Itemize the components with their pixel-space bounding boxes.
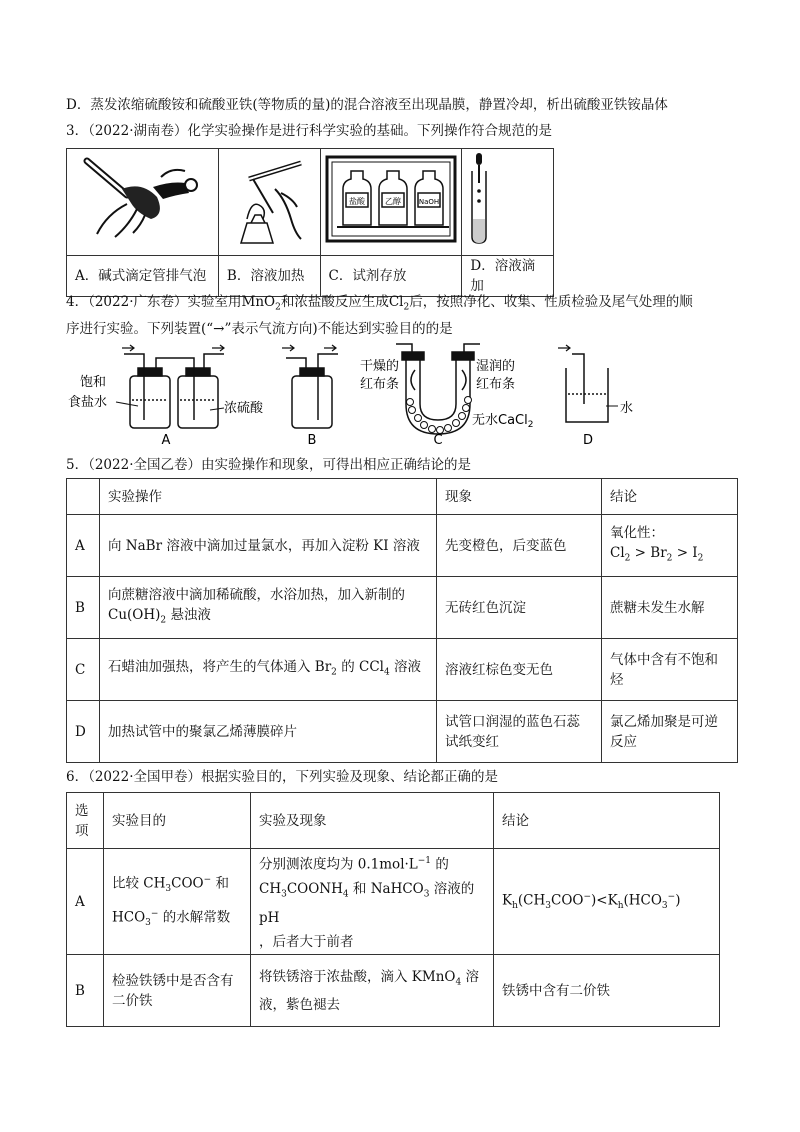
q5-row-a-id: A xyxy=(67,515,100,577)
q5-row-a-co: 氧化性： $Cl_2 > Br_2 > I_2$ xyxy=(602,515,738,577)
dropper-diagram xyxy=(462,149,552,249)
caption-c: C xyxy=(433,433,443,448)
q6-header-exp: 实验及现象 xyxy=(251,793,494,849)
q3-image-a xyxy=(67,149,219,256)
bottle-label-ethanol: 乙醇 xyxy=(384,197,401,206)
q5-header-ph: 现象 xyxy=(437,479,602,515)
label-saturated: 饱和 xyxy=(80,375,107,390)
mno2-formula: MnO$_2$ xyxy=(241,294,281,313)
q6-row-b-exp: 将铁锈溶于浓盐酸，滴入 KMnO$_4$ 溶 液，紫色褪去 xyxy=(251,955,494,1027)
q6-row-a-exp: 分别测浓度均为 $0.1mol\cdot L^{-1}$ 的 $CH_3COONH_4$ 和 NaHCO$_3$ 溶液的 pH ，后者大于前者 xyxy=(251,849,494,955)
q5-row-a-ph: 先变橙色，后变蓝色 xyxy=(437,515,602,577)
label-salt-water: 食盐水 xyxy=(68,395,108,410)
q5-row-b-op: 向蔗糖溶液中滴加稀硫酸，水浴加热，加入新制的 $Cu(OH)_2$ 悬浊液 xyxy=(100,577,437,639)
q3-image-d xyxy=(462,149,554,256)
q3-option-b: B．溶液加热 xyxy=(218,256,320,297)
q5-stem: 5．（2022·全国乙卷）由实验操作和现象，可得出相应正确结论的是 xyxy=(66,457,471,473)
label-conc-sulfuric: 浓硫酸 xyxy=(224,401,264,416)
q4-apparatus-diagram xyxy=(60,340,680,452)
label-dry-1: 干燥的 xyxy=(360,359,400,374)
q6-row-a-goal: 比较 $CH_3COO^-$ 和 $HCO_3^-$ 的水解常数 xyxy=(104,849,251,955)
q5-row-a-op: 向 NaBr 溶液中滴加过量氯水，再加入淀粉 KI 溶液 xyxy=(100,515,437,577)
bottle-label-hcl: 盐酸 xyxy=(348,197,365,206)
q5-row-d-co: 氯乙烯加聚是可逆 反应 xyxy=(602,701,738,763)
q3-image-b xyxy=(218,149,320,256)
q6-row-b-goal: 检验铁锈中是否含有 二价铁 xyxy=(104,955,251,1027)
q6-row-b-con: 铁锈中含有二价铁 xyxy=(494,955,720,1027)
label-water: 水 xyxy=(620,401,634,416)
q6-header-option: 选 项 xyxy=(67,793,104,849)
apparatus-b xyxy=(286,354,338,428)
q3-option-d: D．溶液滴加 xyxy=(462,256,554,297)
label-wet-2: 红布条 xyxy=(476,377,516,392)
table-row xyxy=(67,515,738,577)
q4-stem: 4．（2022·广东卷）实验室用MnO$_2$和浓盐酸反应生成$Cl_2$后，按照净化、收集、性质检验及尾气处理的顺 xyxy=(66,294,693,313)
q5-row-c-id: C xyxy=(67,639,100,701)
q5-table xyxy=(66,478,738,763)
q5-row-b-id: B xyxy=(67,577,100,639)
q6-stem: 6．（2022·全国甲卷）根据实验目的，下列实验及现象、结论都正确的是 xyxy=(66,769,498,785)
q5-row-c-co: 气体中含有不饱和 烃 xyxy=(602,639,738,701)
table-row xyxy=(67,955,720,1027)
reagent-storage-diagram xyxy=(321,149,461,249)
apparatus-d xyxy=(566,354,608,422)
q6-row-a-con: $K_h(CH_3COO^-)<K_h(HCO_3^-)$ xyxy=(494,849,720,955)
q6-table xyxy=(66,792,720,1027)
q3-option-table xyxy=(66,148,554,297)
label-cacl2: 无水CaCl$_2$ xyxy=(472,413,534,430)
label-wet-1: 湿润的 xyxy=(476,359,516,374)
apparatus-a xyxy=(124,354,224,428)
burette-bubble-diagram xyxy=(67,149,217,249)
q5-row-d-op: 加热试管中的聚氯乙烯薄膜碎片 xyxy=(100,701,437,763)
q5-row-d-id: D xyxy=(67,701,100,763)
q3-stem: 3．（2022·湖南卷）化学实验操作是进行科学实验的基础。下列操作符合规范的是 xyxy=(66,123,552,139)
q6-header-goal: 实验目的 xyxy=(104,793,251,849)
q2-option-d: D．蒸发浓缩硫酸铵和硫酸亚铁(等物质的量)的混合溶液至出现晶膜，静置冷却，析出硫酸亚铁铵晶体 xyxy=(66,97,668,113)
solution-heating-diagram xyxy=(219,149,319,249)
q5-header-co: 结论 xyxy=(602,479,738,515)
caption-b: B xyxy=(307,433,317,448)
q6-header-con: 结论 xyxy=(494,793,720,849)
oxidizing-order: $Cl_2 > Br_2 > I_2$ xyxy=(610,544,704,564)
q5-header-op: 实验操作 xyxy=(100,479,437,515)
q3-option-c: C．试剂存放 xyxy=(320,256,462,297)
cl2-formula: $Cl_2$ xyxy=(388,294,410,313)
table-row xyxy=(67,639,738,701)
q3-option-a: A．碱式滴定管排气泡 xyxy=(67,256,219,297)
q5-header-blank xyxy=(67,479,100,515)
q6-row-a-id: A xyxy=(67,849,104,955)
caption-d: D xyxy=(582,433,594,448)
bottle-label-naoh: NaOH xyxy=(418,198,439,206)
q5-row-b-ph: 无砖红色沉淀 xyxy=(437,577,602,639)
q3-image-c xyxy=(320,149,462,256)
q5-row-c-op: 石蜡油加强热，将产生的气体通入 $Br_2$ 的 CCl$_4$ 溶液 xyxy=(100,639,437,701)
table-row xyxy=(67,577,738,639)
q5-row-b-co: 蔗糖未发生水解 xyxy=(602,577,738,639)
apparatus-c xyxy=(396,344,480,434)
table-row xyxy=(67,701,738,763)
table-row xyxy=(67,849,720,955)
q6-row-b-id: B xyxy=(67,955,104,1027)
q4-stem-line2: 序进行实验。下列装置(“→”表示气流方向)不能达到实验目的的是 xyxy=(66,321,453,337)
label-dry-2: 红布条 xyxy=(360,377,400,392)
caption-a: A xyxy=(161,433,171,448)
q5-row-c-ph: 溶液红棕色变无色 xyxy=(437,639,602,701)
q5-row-d-ph: 试管口润湿的蓝色石蕊 试纸变红 xyxy=(437,701,602,763)
